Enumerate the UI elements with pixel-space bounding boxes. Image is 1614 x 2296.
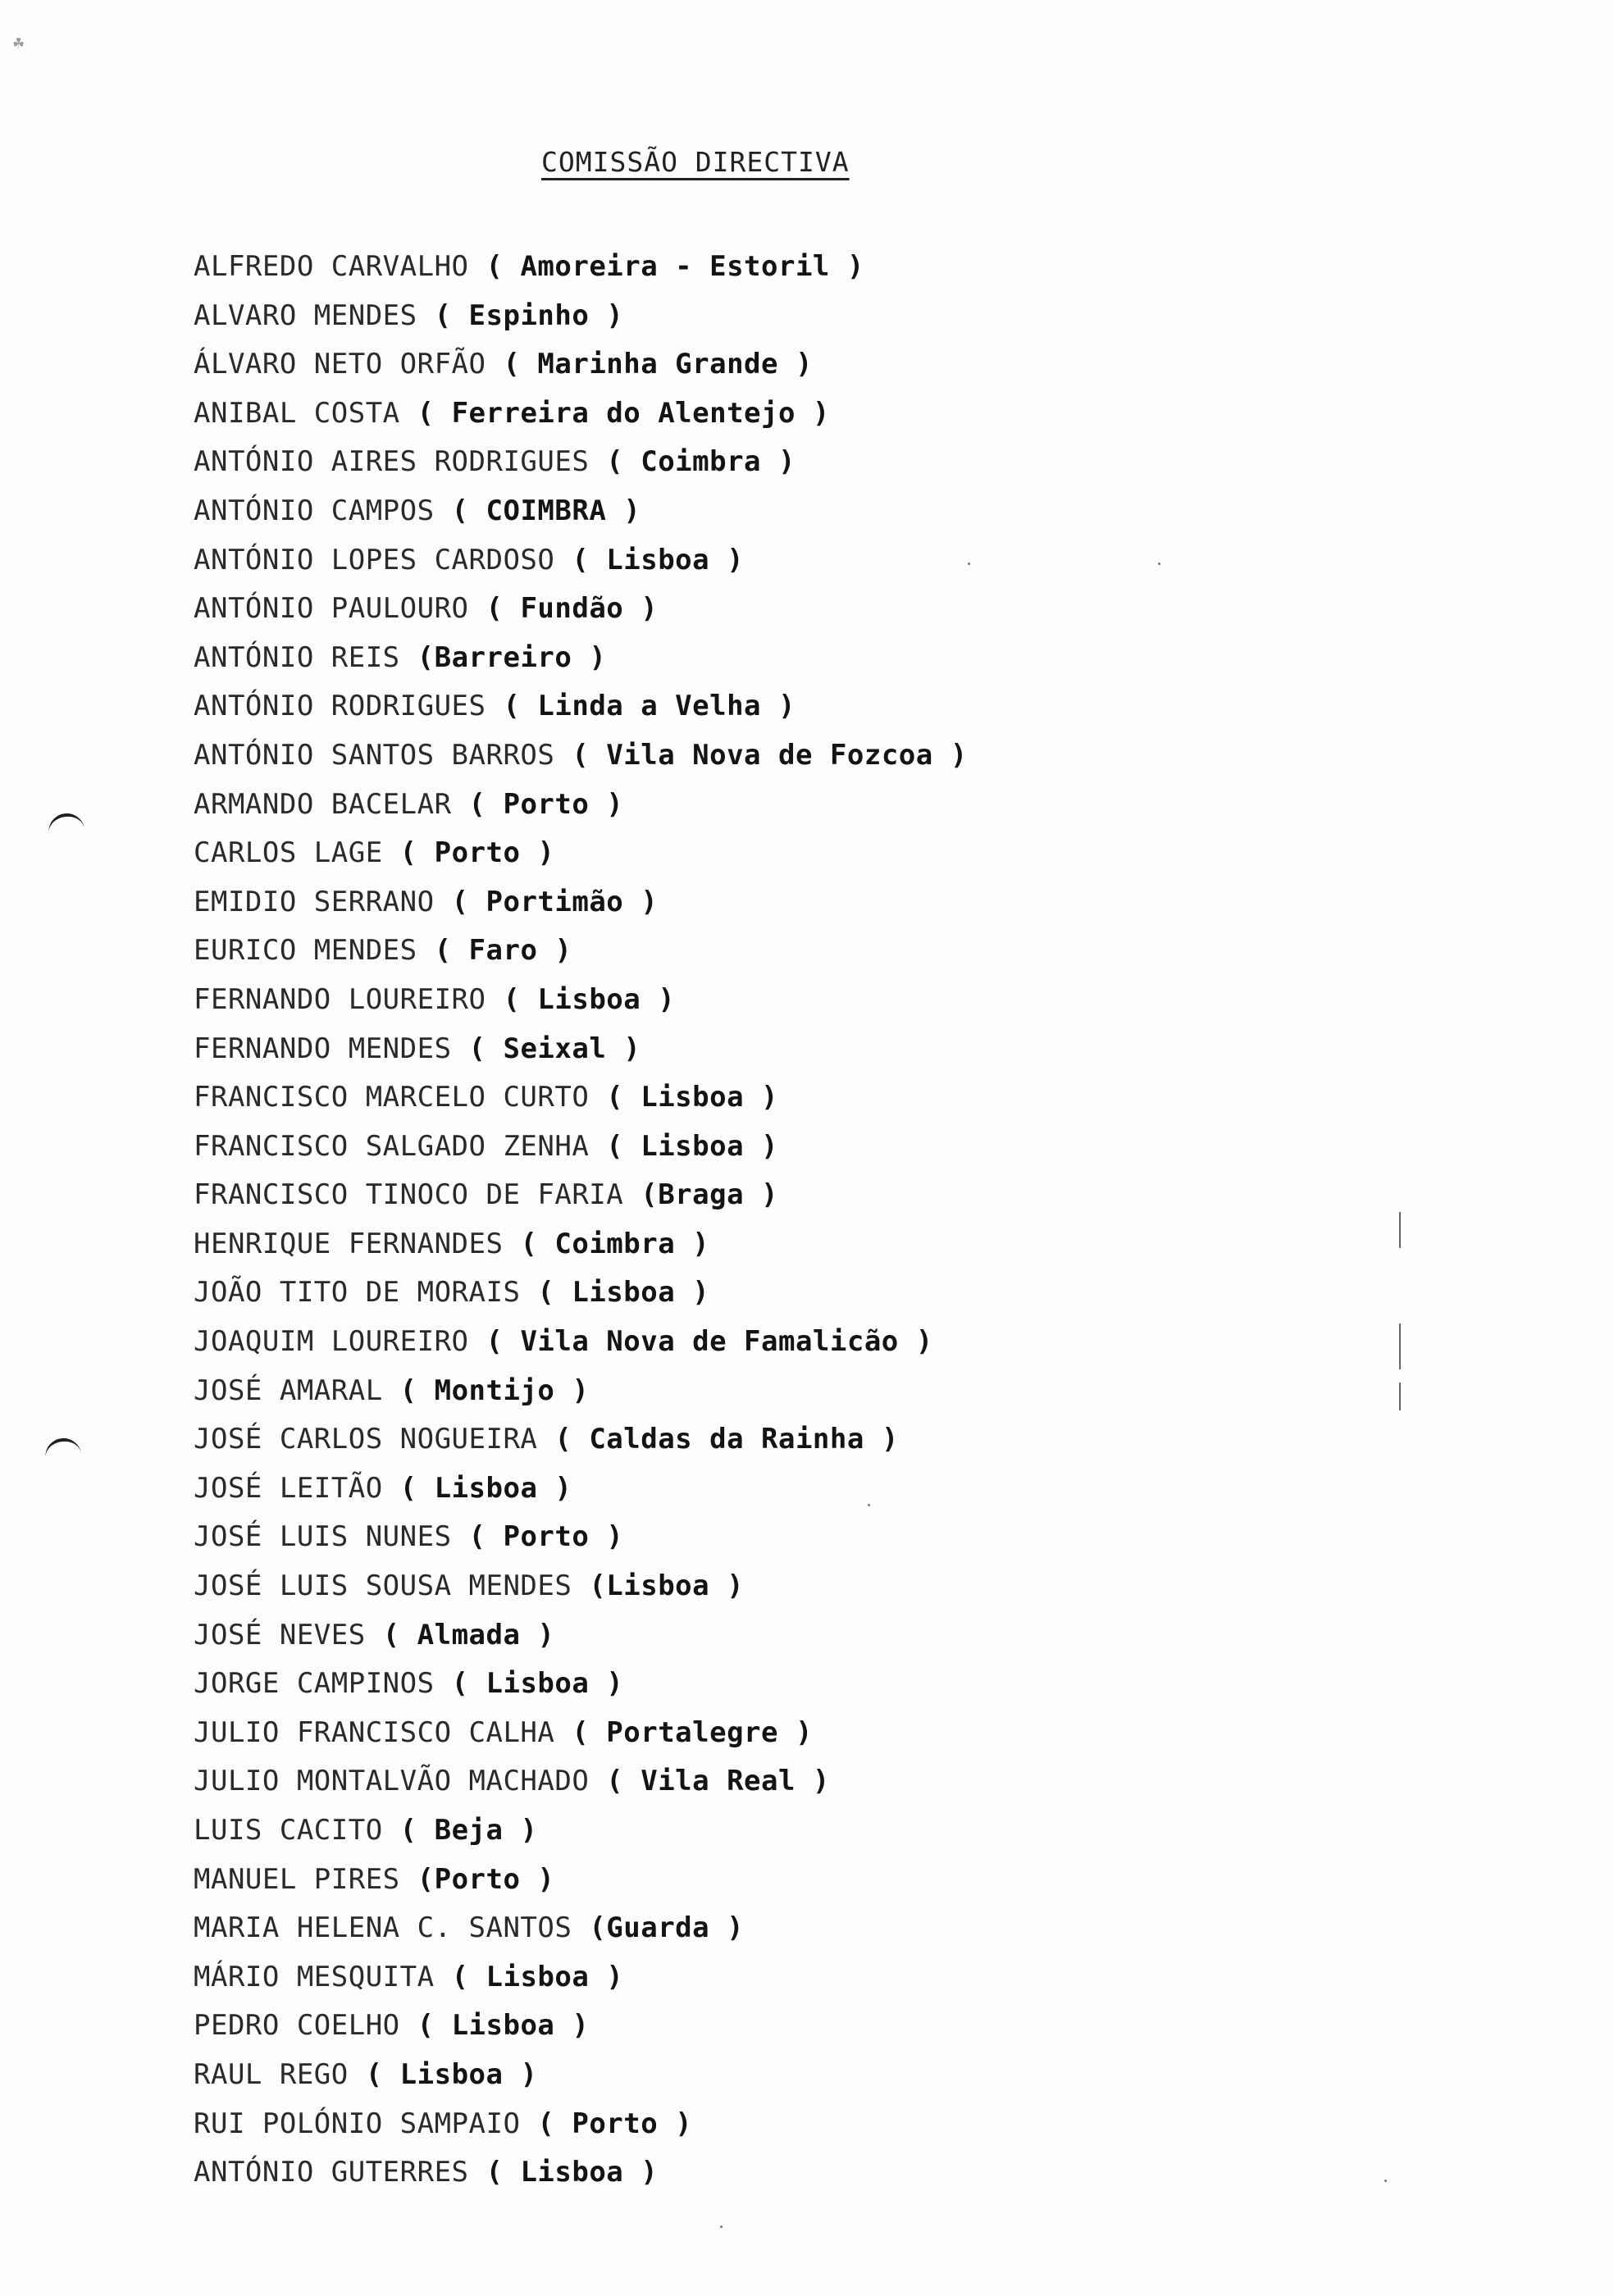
member-place: ( Linda a Velha ) [503, 690, 796, 723]
member-entry [194, 390, 968, 439]
member-name: JOSÉ LEITÃO [194, 1471, 383, 1505]
member-entry [194, 1806, 968, 1856]
member-entry [194, 1269, 968, 1318]
member-entry [194, 1171, 968, 1220]
member-entry [194, 487, 968, 536]
member-name: FRANCISCO TINOCO DE FARIA [194, 1178, 624, 1212]
member-entry [194, 1073, 968, 1123]
member-name: FRANCISCO SALGADO ZENHA [194, 1129, 590, 1163]
member-entry [194, 1220, 968, 1269]
member-name: RUI POLÓNIO SAMPAIO [194, 2107, 521, 2140]
member-place: ( Lisboa ) [572, 543, 745, 576]
member-entry [194, 2002, 968, 2051]
member-place: ( Coimbra ) [606, 445, 796, 479]
member-name: MARIA HELENA C. SANTOS [194, 1911, 572, 1945]
member-entry [194, 1318, 968, 1367]
member-place: ( Porto ) [537, 2107, 693, 2140]
member-entry [194, 2051, 968, 2100]
member-name: JOAQUIM LOUREIRO [194, 1325, 469, 1359]
member-name: JOSÉ LUIS SOUSA MENDES [194, 1569, 572, 1603]
member-name: ANTÓNIO LOPES CARDOSO [194, 543, 555, 576]
member-name: CARLOS LAGE [194, 836, 383, 870]
member-name: ANTÓNIO REIS [194, 640, 400, 674]
margin-line [1399, 1212, 1401, 1248]
scan-speck [1158, 563, 1160, 565]
member-place: ( Lisboa ) [537, 1276, 710, 1310]
member-place: ( Porto ) [468, 787, 624, 821]
member-place: (Barreiro ) [417, 640, 607, 674]
member-place: ( Vila Nova de Fozcoa ) [572, 738, 968, 772]
member-entry [194, 829, 968, 878]
member-name: FRANCISCO MARCELO CURTO [194, 1081, 590, 1114]
member-place: (Porto ) [417, 1862, 555, 1896]
member-entry [194, 927, 968, 976]
member-entry [194, 878, 968, 927]
member-name: RAUL REGO [194, 2057, 349, 2091]
member-entry [194, 1709, 968, 1758]
member-place: ( Amoreira - Estoril ) [486, 250, 864, 283]
member-name: ÁLVARO NETO ORFÃO [194, 348, 486, 381]
member-entry [194, 243, 968, 292]
member-name: ANTÓNIO AIRES RODRIGUES [194, 445, 590, 479]
member-name: JOSÉ NEVES [194, 1618, 366, 1651]
member-place: ( Lisboa ) [417, 2009, 590, 2043]
member-place: ( Montijo ) [399, 1374, 590, 1407]
member-entry [194, 1757, 968, 1806]
member-entry [194, 340, 968, 390]
member-entry [194, 1562, 968, 1611]
member-name: ALFREDO CARVALHO [194, 250, 469, 283]
member-name: JOSÉ LUIS NUNES [194, 1520, 452, 1554]
member-name: JULIO FRANCISCO CALHA [194, 1715, 555, 1749]
member-place: ( Ferreira do Alentejo ) [417, 396, 830, 430]
scan-speck [1384, 2180, 1387, 2182]
member-entry [194, 682, 968, 731]
member-name: EURICO MENDES [194, 934, 417, 968]
member-entry [194, 781, 968, 830]
member-list [194, 243, 968, 2198]
member-name: EMIDIO SERRANO [194, 885, 435, 918]
member-name: HENRIQUE FERNANDES [194, 1227, 504, 1260]
member-name: JOSÉ CARLOS NOGUEIRA [194, 1423, 538, 1456]
member-entry [194, 585, 968, 634]
member-entry [194, 976, 968, 1025]
member-name: ANTÓNIO RODRIGUES [194, 690, 486, 723]
member-name: ANIBAL COSTA [194, 396, 400, 430]
member-place: ( Almada ) [382, 1618, 555, 1651]
member-place: ( Beja ) [399, 1814, 538, 1847]
member-place: ( Lisboa ) [451, 1667, 624, 1701]
member-name: FERNANDO MENDES [194, 1032, 452, 1065]
scan-speck [720, 2225, 723, 2228]
scan-speck [968, 563, 970, 565]
member-name: PEDRO COELHO [194, 2009, 400, 2043]
member-name: ALVARO MENDES [194, 298, 417, 332]
member-entry [194, 2148, 968, 2198]
member-entry [194, 1123, 968, 1172]
member-place: (Braga ) [641, 1178, 778, 1212]
member-place: (Guarda ) [589, 1911, 745, 1945]
member-place: ( Faro ) [434, 934, 572, 968]
member-entry [194, 1660, 968, 1709]
member-place: ( Lisboa ) [606, 1081, 778, 1114]
scan-speck [868, 1504, 870, 1506]
member-place: ( Coimbra ) [520, 1227, 710, 1260]
member-place: ( Portimão ) [451, 885, 659, 918]
margin-line [1399, 1383, 1401, 1410]
member-place: ( Lisboa ) [365, 2057, 538, 2091]
member-entry [194, 292, 968, 341]
member-entry [194, 1367, 968, 1416]
member-entry [194, 1513, 968, 1562]
member-name: JOÃO TITO DE MORAIS [194, 1276, 521, 1310]
member-name: MÁRIO MESQUITA [194, 1960, 435, 1993]
member-place: ( Fundão ) [486, 592, 659, 626]
member-name: ANTÓNIO GUTERRES [194, 2156, 469, 2189]
member-place: ( COIMBRA ) [451, 494, 641, 527]
member-entry [194, 1415, 968, 1465]
member-entry [194, 536, 968, 585]
member-place: ( Caldas da Rainha ) [554, 1423, 899, 1456]
member-place: ( Porto ) [399, 836, 555, 870]
member-place: ( Lisboa ) [606, 1129, 778, 1163]
member-place: ( Lisboa ) [503, 982, 676, 1016]
member-entry [194, 1953, 968, 2002]
member-entry [194, 1465, 968, 1514]
member-entry [194, 2100, 968, 2149]
member-name: FERNANDO LOUREIRO [194, 982, 486, 1016]
member-place: ( Portalegre ) [572, 1715, 813, 1749]
member-name: ANTÓNIO PAULOURO [194, 592, 469, 626]
member-entry [194, 1611, 968, 1660]
member-place: ( Vila Nova de Famalicão ) [486, 1325, 933, 1359]
member-place: ( Vila Real ) [606, 1765, 830, 1798]
member-entry [194, 731, 968, 781]
member-name: JULIO MONTALVÃO MACHADO [194, 1765, 590, 1798]
member-place: ( Lisboa ) [486, 2156, 659, 2189]
member-place: ( Espinho ) [434, 298, 624, 332]
member-entry [194, 634, 968, 683]
member-entry [194, 438, 968, 487]
page-title: COMISSÃO DIRECTIVA [541, 146, 850, 178]
member-name: JOSÉ AMARAL [194, 1374, 383, 1407]
member-place: (Lisboa ) [589, 1569, 745, 1603]
member-entry [194, 1025, 968, 1074]
punch-hole-mark [43, 1436, 82, 1460]
member-place: ( Lisboa ) [399, 1471, 572, 1505]
member-name: MANUEL PIRES [194, 1862, 400, 1896]
member-name: ARMANDO BACELAR [194, 787, 452, 821]
member-name: LUIS CACITO [194, 1814, 383, 1847]
member-name: JORGE CAMPINOS [194, 1667, 435, 1701]
member-name: ANTÓNIO SANTOS BARROS [194, 738, 555, 772]
punch-hole-mark [47, 811, 85, 836]
member-place: ( Marinha Grande ) [503, 348, 813, 381]
member-place: ( Porto ) [468, 1520, 624, 1554]
member-entry [194, 1856, 968, 1905]
corner-mark: ☘ [13, 33, 25, 53]
member-entry [194, 1904, 968, 1953]
member-name: ANTÓNIO CAMPOS [194, 494, 435, 527]
member-place: ( Lisboa ) [451, 1960, 624, 1993]
margin-line [1399, 1323, 1401, 1369]
member-place: ( Seixal ) [468, 1032, 641, 1065]
